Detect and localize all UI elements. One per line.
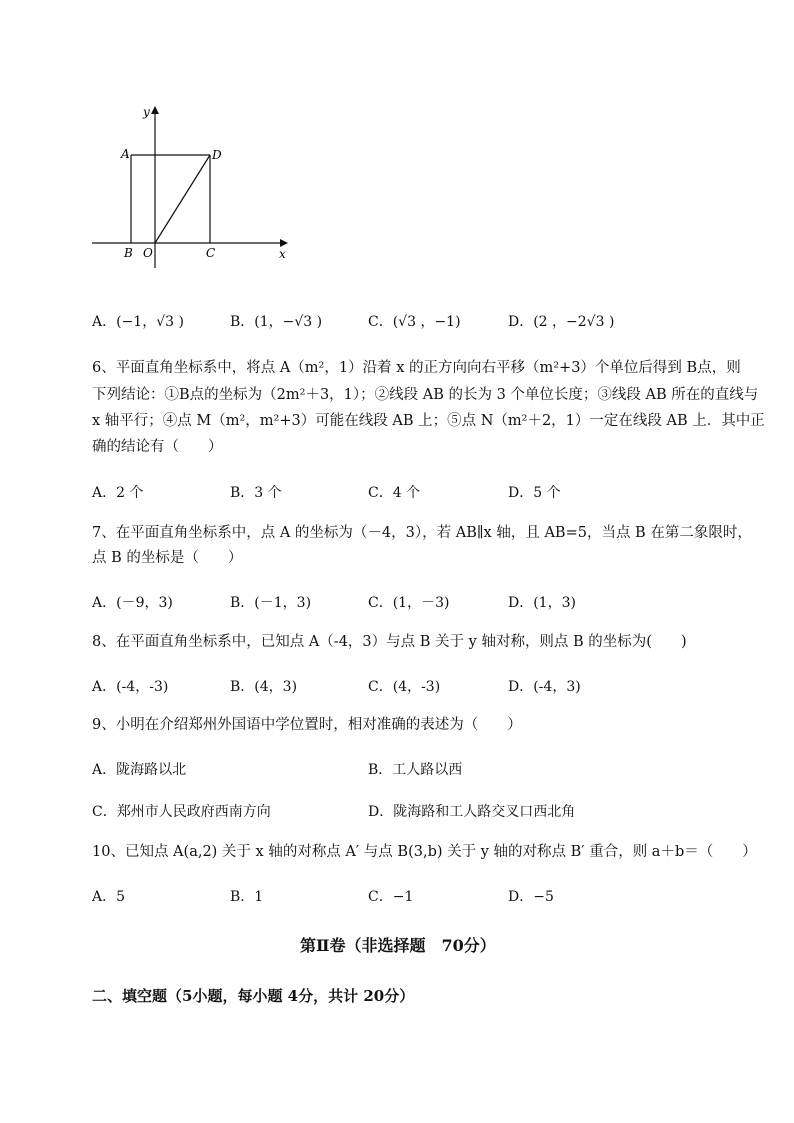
q7-line-2: 点 B 的坐标是（ ） bbox=[92, 550, 243, 566]
q5-option-c[interactable]: C．(√3 ，−1) bbox=[368, 314, 461, 330]
q6-line-2: 下列结论：①B点的坐标为（2m²＋3，1）；②线段 AB 的长为 3 个单位长度；③线段 AB 所在的直线与 bbox=[92, 387, 759, 403]
q9-option-c[interactable]: C．郑州市人民政府西南方向 bbox=[92, 804, 271, 820]
q6-option-b[interactable]: B．3 个 bbox=[230, 485, 282, 501]
label-O: O bbox=[143, 246, 153, 260]
segment-OD bbox=[155, 155, 210, 243]
q6-line-3: x 轴平行；④点 M（m²，m²+3）可能在线段 AB 上；⑤点 N（m²＋2，1）一定在线段 AB 上．其中正 bbox=[92, 413, 765, 429]
q10-option-a[interactable]: A．5 bbox=[92, 889, 126, 905]
q5-option-d[interactable]: D．(2 ，−2√3 ) bbox=[508, 314, 615, 330]
q7-option-a[interactable]: A．(－9，3) bbox=[92, 595, 173, 611]
part2-title: 第Ⅱ卷（非选择题 70分） bbox=[300, 936, 496, 955]
q8-line-1: 8、在平面直角坐标系中，已知点 A（-4，3）与点 B 关于 y 轴对称，则点 B 的坐标为( ) bbox=[92, 634, 687, 650]
q7-option-d[interactable]: D．(1，3) bbox=[508, 595, 576, 611]
q6-line-1: 6、平面直角坐标系中，将点 A（m²，1）沿着 x 的正方向向右平移（m²+3）个单位后得到 B点，则 bbox=[92, 360, 741, 376]
label-y: y bbox=[143, 105, 150, 119]
label-B: B bbox=[124, 246, 133, 260]
x-axis-arrow bbox=[280, 239, 288, 247]
q9-option-b[interactable]: B．工人路以西 bbox=[368, 762, 463, 778]
label-x: x bbox=[279, 247, 286, 261]
q10-option-d[interactable]: D．−5 bbox=[508, 889, 554, 905]
q7-option-c[interactable]: C．(1，－3) bbox=[368, 595, 450, 611]
q8-option-b[interactable]: B．(4，3) bbox=[230, 679, 298, 695]
q9-option-d[interactable]: D．陇海路和工人路交叉口西北角 bbox=[368, 804, 576, 820]
section2-heading: 二、填空题（5小题，每小题 4分，共计 20分） bbox=[92, 987, 415, 1005]
q5-option-b[interactable]: B．(1，−√3 ) bbox=[230, 314, 323, 330]
label-D: D bbox=[212, 148, 222, 162]
q9-line-1: 9、小明在介绍郑州外国语中学位置时，相对准确的表述为（ ） bbox=[92, 717, 522, 733]
q6-option-d[interactable]: D．5 个 bbox=[508, 485, 561, 501]
q6-option-a[interactable]: A．2 个 bbox=[92, 485, 144, 501]
q6-option-c[interactable]: C．4 个 bbox=[368, 485, 421, 501]
q10-option-b[interactable]: B．1 bbox=[230, 889, 264, 905]
q8-option-d[interactable]: D．(-4，3) bbox=[508, 679, 581, 695]
q8-option-c[interactable]: C．(4，-3) bbox=[368, 679, 441, 695]
q7-option-b[interactable]: B．(－1，3) bbox=[230, 595, 312, 611]
q6-line-4: 确的结论有（ ） bbox=[92, 439, 223, 455]
q8-option-a[interactable]: A．(-4，-3) bbox=[92, 679, 169, 695]
y-axis-arrow bbox=[151, 106, 159, 114]
coordinate-figure bbox=[88, 100, 298, 270]
label-C: C bbox=[206, 246, 216, 260]
q10-option-c[interactable]: C．−1 bbox=[368, 889, 414, 905]
q5-option-a[interactable]: A．(−1，√3 ) bbox=[92, 314, 184, 330]
q7-line-1: 7、在平面直角坐标系中，点 A 的坐标为（－4，3），若 AB∥x 轴，且 AB=5，当点 B 在第二象限时， bbox=[92, 525, 752, 541]
q10-line-1: 10、已知点 A(a,2) 关于 x 轴的对称点 A′ 与点 B(3,b) 关于 y 轴的对称点 B′ 重合，则 a＋b＝（ ） bbox=[92, 844, 757, 860]
label-A: A bbox=[121, 147, 130, 161]
q9-option-a[interactable]: A．陇海路以北 bbox=[92, 762, 187, 778]
